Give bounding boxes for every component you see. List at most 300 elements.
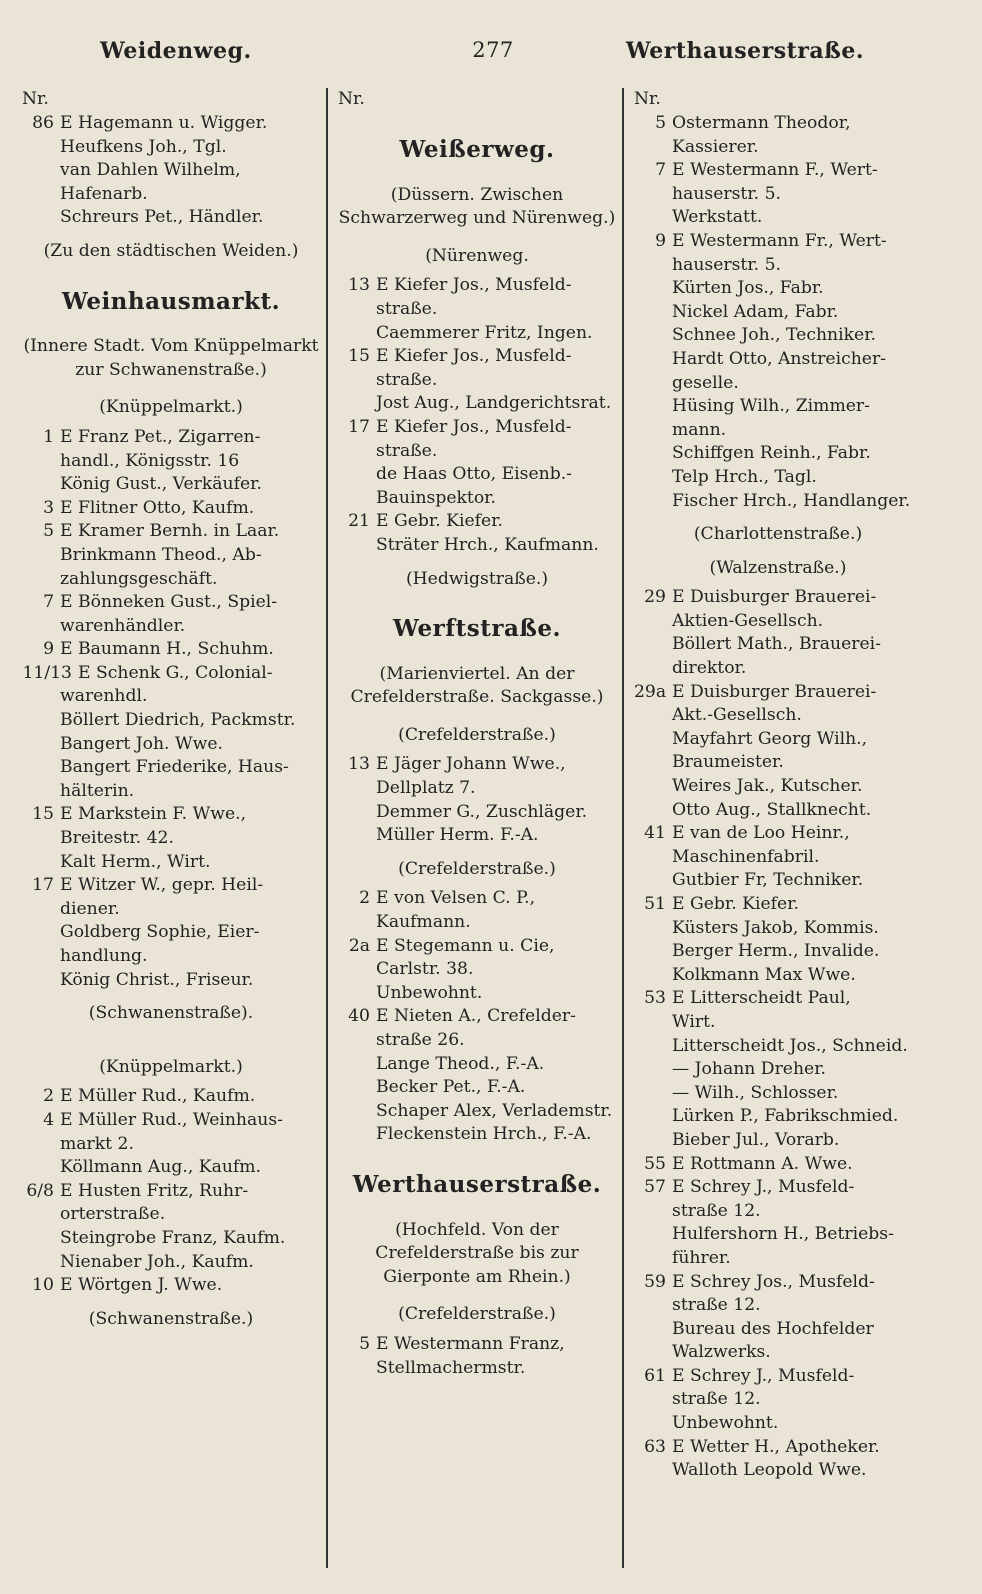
entry-continuation: Kaufmann. [376, 912, 471, 933]
entry-continuation: straße 26. [376, 1030, 465, 1050]
directory-entry [634, 230, 922, 254]
entry-continuation: Walzwerks. [672, 1342, 771, 1363]
directory-entry [22, 591, 320, 615]
directory-entry [634, 987, 922, 1011]
entry-text: Kolkmann Max Wwe. [672, 964, 856, 985]
house-number [338, 1076, 376, 1100]
house-number: 63 [644, 1436, 666, 1457]
entry-text: Fleckenstein Hrch., F.-A. [376, 1124, 592, 1145]
house-number: 59 [644, 1271, 666, 1292]
directory-entry [22, 520, 320, 544]
directory-entry [634, 728, 922, 752]
directory-entry [22, 544, 320, 568]
entry-text: E van de Loo Heinr., [672, 823, 850, 844]
entry-text: Lürken P., Fabrikschmied. [672, 1106, 899, 1127]
entry-text: Böllert Math., Brauerei- [672, 634, 881, 655]
directory-entry [22, 1109, 320, 1133]
entry-text: Bieber Jul., Vorarb. [672, 1129, 840, 1150]
entry-text: Walloth Leopold Wwe. [672, 1460, 867, 1481]
entry-text: Fischer Hrch., Handlanger. [672, 490, 911, 511]
directory-entry [634, 893, 922, 917]
house-number [22, 851, 60, 875]
entry-text: Müller Herm. F.-A. [376, 825, 539, 846]
entry-text: E Westermann Fr., Wert- [672, 230, 887, 251]
entry-continuation: direktor. [672, 658, 747, 679]
directory-entry [22, 1085, 320, 1109]
header-left-street: Weidenweg. [100, 38, 252, 64]
entry-text: E Baumann H., Schuhm. [60, 639, 274, 660]
entry-text: E Schenk G., Colonial- [78, 662, 273, 683]
directory-entry [634, 206, 922, 230]
entry-continuation: straße 12. [672, 1200, 761, 1221]
directory-entry [338, 982, 616, 1006]
house-number: 15 [348, 346, 370, 367]
directory-entry [22, 874, 320, 898]
directory-entry [634, 1082, 922, 1106]
entry-text: Jost Aug., Landgerichtsrat. [376, 393, 612, 414]
cross-street-marker: (Crefelderstraße.) [398, 1304, 556, 1325]
house-number [634, 1058, 672, 1082]
entry-continuation: Dellplatz 7. [376, 778, 476, 799]
entry-text: Werkstatt. [672, 207, 763, 228]
house-number: 13 [348, 754, 370, 775]
nr-label: Nr. [22, 89, 49, 109]
entry-text: E Gebr. Kiefer. [672, 894, 799, 914]
house-number: 5 [655, 113, 666, 133]
header-right-street: Werthauserstraße. [625, 38, 864, 64]
house-number [634, 277, 672, 301]
entry-continuation: Braumeister. [672, 752, 784, 773]
entry-text: Bangert Joh. Wwe. [60, 733, 223, 754]
house-number [634, 490, 672, 514]
directory-entry [22, 1251, 320, 1275]
entry-text: Schiffgen Reinh., Fabr. [672, 443, 871, 464]
directory-entry [634, 775, 922, 799]
directory-entry [338, 345, 616, 369]
directory-entry [338, 1076, 616, 1100]
directory-entry [634, 112, 922, 136]
cross-street-marker: (Schwanenstraße). [88, 1003, 254, 1024]
cross-street-marker: (Crefelderstraße.) [398, 858, 556, 879]
cross-street-marker: (Knüppelmarkt.) [99, 397, 243, 418]
directory-entry [338, 1005, 616, 1029]
entry-text: de Haas Otto, Eisenb.- [376, 464, 572, 485]
entry-text: E Wetter H., Apotheker. [672, 1436, 880, 1457]
entry-continuation: Kassierer. [672, 136, 759, 157]
cross-street-marker: (Zu den städtischen Weiden.) [43, 240, 299, 261]
directory-entry [338, 510, 616, 534]
entry-text: König Gust., Verkäufer. [60, 474, 262, 495]
entry-continuation: Carlstr. 38. [376, 959, 474, 980]
entry-text: Caemmerer Fritz, Ingen. [376, 322, 593, 343]
entry-text: Hüsing Wilh., Zimmer- [672, 396, 870, 417]
directory-entry [338, 392, 616, 416]
entry-text: E Kiefer Jos., Musfeld- [376, 346, 572, 367]
house-number [22, 1227, 60, 1251]
entry-text: Bangert Friederike, Haus- [60, 757, 289, 778]
entry-continuation: geselle. [672, 372, 739, 393]
directory-entry [338, 1100, 616, 1124]
entry-text: Lange Theod., F.-A. [376, 1053, 545, 1074]
directory-entry [634, 1412, 922, 1436]
house-number [338, 801, 376, 825]
directory-entry [634, 324, 922, 348]
nr-label: Nr. [338, 89, 365, 109]
entry-text: Gutbier Fr, Techniker. [672, 870, 864, 891]
house-number [634, 799, 672, 823]
entry-continuation: führer. [672, 1247, 731, 1268]
entry-text: Schaper Alex, Verlademstr. [376, 1100, 613, 1121]
cross-street-marker: (Crefelderstraße.) [398, 724, 556, 745]
entry-text: — Johann Dreher. [672, 1059, 827, 1080]
entry-text: Nickel Adam, Fabr. [672, 301, 839, 322]
directory-entry [338, 463, 616, 487]
house-number: 15 [32, 804, 54, 825]
spacer [22, 1032, 320, 1046]
house-number [634, 917, 672, 941]
house-number: 1 [43, 426, 54, 447]
directory-entry [22, 709, 320, 733]
directory-entry [22, 1180, 320, 1204]
entry-continuation: Maschinenfabril. [672, 846, 820, 867]
directory-entry [634, 799, 922, 823]
entry-text: E Rottmann A. Wwe. [672, 1153, 853, 1174]
house-number [634, 869, 672, 893]
entry-continuation: hauserstr. 5. [672, 183, 781, 204]
directory-entry [338, 753, 616, 777]
entry-continuation: mann. [672, 419, 727, 440]
house-number [634, 1105, 672, 1129]
directory-entry [22, 426, 320, 450]
entry-text: Köllmann Aug., Kaufm. [60, 1157, 262, 1178]
directory-entry [634, 1176, 922, 1200]
house-number [338, 463, 376, 487]
house-number [634, 442, 672, 466]
directory-entry [22, 473, 320, 497]
house-number [22, 709, 60, 733]
house-number: 17 [32, 875, 54, 896]
house-number [22, 136, 60, 160]
cross-street-marker: (Schwanenstraße.) [88, 1308, 254, 1329]
directory-entry [634, 301, 922, 325]
entry-text: E Husten Fritz, Ruhr- [60, 1180, 249, 1201]
entry-text: E Duisburger Brauerei- [672, 681, 877, 702]
house-number [634, 940, 672, 964]
directory-entry [634, 1058, 922, 1082]
house-number: 5 [43, 521, 54, 542]
directory-entry [22, 1156, 320, 1180]
directory-entry [22, 921, 320, 945]
directory-entry [22, 1227, 320, 1251]
house-number [634, 1412, 672, 1436]
house-number: 29a [634, 681, 667, 702]
house-number [338, 322, 376, 346]
directory-entry [634, 1271, 922, 1295]
entry-text: E Wörtgen J. Wwe. [60, 1275, 223, 1296]
entry-text: E Hagemann u. Wigger. [60, 113, 268, 133]
directory-entry [22, 733, 320, 757]
house-number [22, 1251, 60, 1275]
directory-entry [634, 822, 922, 846]
directory-entry [338, 935, 616, 959]
directory-entry [338, 534, 616, 558]
entry-text: E Nieten A., Crefelder- [376, 1006, 576, 1027]
entry-continuation: orterstraße. [60, 1204, 166, 1225]
directory-entry [634, 490, 922, 514]
house-number [338, 392, 376, 416]
street-description: (Düssern. Zwischen Schwarzerweg und Nürenweg.) [338, 184, 616, 229]
house-number [22, 756, 60, 780]
house-number [634, 1459, 672, 1483]
entry-continuation: handlung. [60, 946, 148, 966]
directory-entry [634, 681, 922, 705]
house-number [634, 206, 672, 230]
house-number [22, 206, 60, 230]
house-number [22, 473, 60, 497]
house-number [338, 824, 376, 848]
entry-continuation: warenhdl. [60, 686, 148, 707]
entry-text: Demmer G., Zuschläger. [376, 801, 588, 822]
directory-entry [634, 1436, 922, 1460]
house-number: 40 [348, 1006, 370, 1027]
house-number: 21 [348, 511, 370, 532]
directory-entry [634, 395, 922, 419]
directory-entry [22, 159, 320, 183]
entry-text: E Duisburger Brauerei- [672, 587, 877, 608]
entry-text: Berger Herm., Invalide. [672, 941, 880, 962]
entry-continuation: Stellmachermstr. [376, 1357, 526, 1378]
house-number: 41 [644, 823, 666, 844]
entry-text: E Markstein F. Wwe., [60, 804, 247, 825]
directory-entry [634, 964, 922, 988]
entry-continuation: zahlungsgeschäft. [60, 568, 218, 589]
entry-text: E Westermann Franz, [376, 1333, 565, 1354]
entry-text: E Franz Pet., Zigarren- [60, 426, 261, 447]
directory-entry [22, 136, 320, 160]
entry-text: Brinkmann Theod., Ab- [60, 544, 262, 565]
cross-street-marker: (Nürenweg. [425, 245, 529, 266]
entry-continuation: straße 12. [672, 1295, 761, 1316]
directory-entry [338, 274, 616, 298]
house-number [22, 544, 60, 568]
house-number [634, 348, 672, 372]
entry-text: Schreurs Pet., Händler. [60, 207, 264, 228]
entry-text: E Kiefer Jos., Musfeld- [376, 416, 572, 437]
entry-text: E Westermann F., Wert- [672, 160, 878, 181]
directory-entry [634, 277, 922, 301]
house-number: 2 [43, 1086, 54, 1107]
entry-text: Weires Jak., Kutscher. [672, 776, 863, 797]
entry-text: van Dahlen Wilhelm, [60, 160, 241, 181]
entry-text: E Gebr. Kiefer. [376, 511, 503, 532]
entry-text: Hardt Otto, Anstreicher- [672, 348, 886, 369]
house-number: 5 [359, 1333, 370, 1354]
directory-entry [634, 1318, 922, 1342]
directory-entry [338, 801, 616, 825]
directory-entry [634, 633, 922, 657]
entry-continuation: straße. [376, 440, 438, 461]
house-number [22, 733, 60, 757]
house-number [634, 1035, 672, 1059]
entry-text: — Wilh., Schlosser. [672, 1082, 839, 1103]
house-number: 3 [43, 497, 54, 518]
directory-entry [634, 1129, 922, 1153]
entry-continuation: Hafenarb. [60, 183, 148, 204]
house-number: 55 [644, 1153, 666, 1174]
entry-text: Unbewohnt. [672, 1413, 779, 1434]
entry-continuation: straße. [376, 369, 438, 390]
entry-continuation: diener. [60, 898, 120, 919]
entry-text: E Kramer Bernh. in Laar. [60, 521, 280, 542]
directory-entry [634, 940, 922, 964]
directory-entry [22, 662, 320, 686]
house-number [338, 1123, 376, 1147]
entry-text: Böllert Diedrich, Packmstr. [60, 710, 296, 731]
street-description: (Marienviertel. An der Crefelderstraße. Sackgasse.) [350, 663, 604, 708]
entry-text: E Schrey J., Musfeld- [672, 1365, 855, 1386]
house-number [634, 1129, 672, 1153]
house-number: 9 [43, 639, 54, 660]
entry-text: Kalt Herm., Wirt. [60, 851, 211, 872]
entry-text: Unbewohnt. [376, 982, 483, 1003]
cross-street-marker: (Hedwigstraße.) [405, 568, 549, 589]
house-number [634, 1318, 672, 1342]
house-number [338, 1053, 376, 1077]
street-heading: Weinhausmarkt. [61, 287, 281, 315]
directory-entry [22, 638, 320, 662]
house-number [22, 969, 60, 993]
entry-text: E Schrey Jos., Musfeld- [672, 1271, 875, 1292]
house-number: 7 [655, 160, 666, 181]
house-number [634, 1223, 672, 1247]
entry-text: Nienaber Joh., Kaufm. [60, 1251, 254, 1272]
entry-continuation: handl., Königsstr. 16 [60, 450, 240, 471]
street-heading: Weißerweg. [399, 136, 555, 163]
directory-entry [22, 206, 320, 230]
entry-text: Hulfershorn H., Betriebs- [672, 1224, 894, 1245]
columns [22, 88, 964, 1568]
entry-continuation: Wirt. [672, 1011, 716, 1032]
house-number: 10 [32, 1275, 54, 1296]
entry-text: Steingrobe Franz, Kaufm. [60, 1227, 286, 1248]
entry-text: Ostermann Theodor, [672, 113, 851, 133]
directory-entry [22, 969, 320, 993]
directory-entry [634, 1459, 922, 1483]
nr-label: Nr. [634, 89, 661, 109]
directory-entry [634, 1035, 922, 1059]
directory-entry [338, 1333, 616, 1357]
cross-street-marker: (Charlottenstraße.) [693, 524, 863, 545]
column-3 [622, 88, 922, 1568]
entry-text: E Bönneken Gust., Spiel- [60, 592, 278, 613]
entry-continuation: markt 2. [60, 1133, 134, 1154]
cross-street-marker: (Walzenstraße.) [709, 557, 847, 578]
entry-text: E Müller Rud., Weinhaus- [60, 1109, 283, 1130]
entry-text: E Stegemann u. Cie, [376, 935, 555, 956]
house-number: 29 [644, 587, 666, 608]
house-number: 17 [348, 416, 370, 437]
street-heading: Werftstraße. [393, 615, 561, 643]
entry-text: E Flitner Otto, Kaufm. [60, 497, 255, 518]
entry-text: Otto Aug., Stallknecht. [672, 799, 872, 820]
house-number: 6/8 [26, 1180, 54, 1201]
entry-text: E Kiefer Jos., Musfeld- [376, 275, 572, 296]
house-number [634, 775, 672, 799]
entry-text: Bureau des Hochfelder [672, 1318, 874, 1339]
entry-continuation: Akt.-Gesellsch. [672, 705, 802, 726]
house-number [22, 921, 60, 945]
entry-continuation: Bauinspektor. [376, 487, 496, 508]
entry-text: König Christ., Friseur. [60, 969, 254, 990]
directory-entry [338, 322, 616, 346]
house-number: 2 [359, 888, 370, 909]
entry-text: Schnee Joh., Techniker. [672, 325, 876, 346]
house-number [22, 1156, 60, 1180]
directory-entry [338, 1053, 616, 1077]
house-number [634, 301, 672, 325]
house-number: 9 [655, 230, 666, 251]
directory-entry [634, 442, 922, 466]
house-number [634, 324, 672, 348]
directory-entry [634, 159, 922, 183]
directory-entry [634, 1223, 922, 1247]
directory-entry [634, 348, 922, 372]
directory-entry [22, 1274, 320, 1298]
street-heading: Werthauserstraße. [352, 1170, 602, 1198]
entry-text: E von Velsen C. P., [376, 888, 536, 909]
entry-continuation: warenhändler. [60, 615, 186, 636]
house-number [634, 964, 672, 988]
entry-text: Telp Hrch., Tagl. [672, 466, 817, 487]
directory-entry [22, 803, 320, 827]
directory-entry [634, 917, 922, 941]
house-number: 51 [644, 894, 666, 914]
directory-entry [22, 756, 320, 780]
directory-entry [22, 497, 320, 521]
house-number [22, 159, 60, 183]
house-number: 7 [43, 592, 54, 613]
entry-text: Küsters Jakob, Kommis. [672, 917, 879, 938]
house-number: 86 [32, 113, 54, 133]
entry-text: Kürten Jos., Fabr. [672, 278, 824, 299]
entry-text: E Witzer W., gepr. Heil- [60, 875, 264, 896]
column-2 [326, 88, 622, 1568]
cross-street-marker: (Knüppelmarkt.) [99, 1056, 243, 1077]
house-number [338, 982, 376, 1006]
directory-entry [634, 1365, 922, 1389]
house-number: 61 [644, 1365, 666, 1386]
house-number [634, 1082, 672, 1106]
house-number: 11/13 [22, 662, 72, 683]
entry-continuation: hauserstr. 5. [672, 254, 781, 275]
directory-entry [338, 824, 616, 848]
entry-continuation: hälterin. [60, 780, 135, 801]
entry-text: E Jäger Johann Wwe., [376, 754, 566, 775]
page-number: 277 [472, 38, 514, 62]
entry-text: Mayfahrt Georg Wilh., [672, 728, 868, 749]
entry-continuation: straße. [376, 298, 438, 319]
column-1 [22, 88, 326, 1568]
directory-entry [338, 1123, 616, 1147]
house-number: 53 [644, 988, 666, 1009]
entry-text: E Schrey J., Musfeld- [672, 1177, 855, 1198]
entry-text: Goldberg Sophie, Eier- [60, 922, 260, 943]
house-number [634, 395, 672, 419]
house-number [634, 728, 672, 752]
house-number: 13 [348, 275, 370, 296]
directory-entry [338, 416, 616, 440]
directory-entry [634, 869, 922, 893]
